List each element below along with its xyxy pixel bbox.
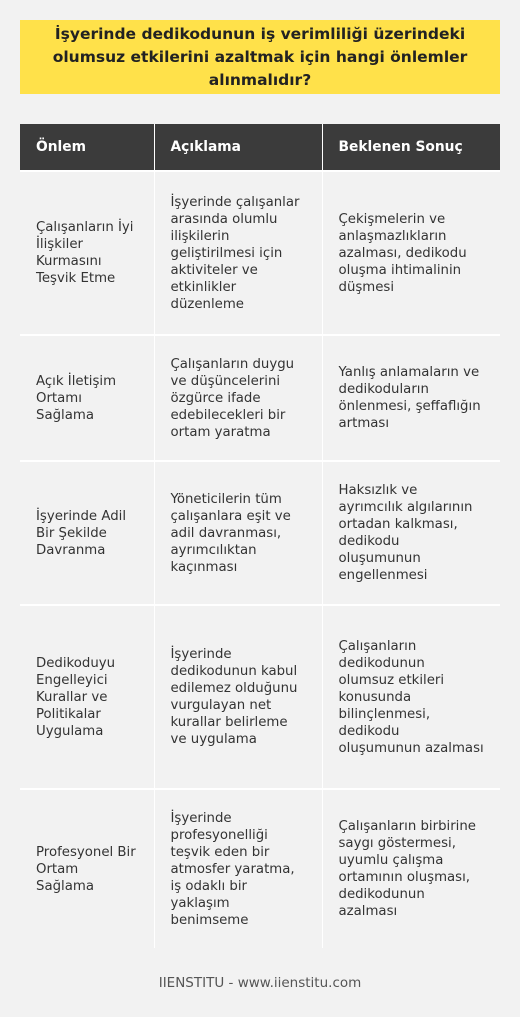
table-row: [20, 461, 500, 605]
page-title: İşyerinde dedikodunun iş verimliliği üzerindeki olumsuz etkilerini azaltmak için hangi önlemler alınmalıdır?: [52, 24, 468, 89]
cell-result: Çalışanların birbirine saygı göstermesi, uyumlu çalışma ortamının oluşması, dedikodunun azalması: [322, 789, 500, 948]
cell-result: Çalışanların dedikodunun olumsuz etkileri konusunda bilinçlenmesi, dedikodu oluşumunun azalması: [322, 605, 500, 789]
cell-description: İşyerinde dedikodunun kabul edilemez olduğunu vurgulayan net kurallar belirleme ve uygulama: [154, 605, 322, 789]
column-header-measure: Önlem: [20, 124, 154, 171]
cell-measure: Dedikoduyu Engelleyici Kurallar ve Politikalar Uygulama: [20, 605, 154, 789]
cell-description: Yöneticilerin tüm çalışanlara eşit ve adil davranması, ayrımcılıktan kaçınması: [154, 461, 322, 605]
cell-measure: Çalışanların İyi İlişkiler Kurmasını Teşvik Etme: [20, 171, 154, 335]
footer-credit: IIENSTITU - www.iienstitu.com: [158, 975, 362, 991]
cell-measure: Profesyonel Bir Ortam Sağlama: [20, 789, 154, 948]
cell-description: İşyerinde profesyonelliği teşvik eden bir atmosfer yaratma, iş odaklı bir yaklaşım benimseme: [154, 789, 322, 948]
cell-measure: Açık İletişim Ortamı Sağlama: [20, 335, 154, 461]
cell-result: Yanlış anlamaların ve dedikoduların önlenmesi, şeffaflığın artması: [322, 335, 500, 461]
cell-result: Çekişmelerin ve anlaşmazlıkların azalması, dedikodu oluşma ihtimalinin düşmesi: [322, 171, 500, 335]
cell-description: Çalışanların duygu ve düşüncelerini özgürce ifade edebilecekleri bir ortam yaratma: [154, 335, 322, 461]
measures-table: [20, 124, 500, 948]
column-header-description: Açıklama: [154, 124, 322, 171]
table-row: [20, 605, 500, 789]
cell-measure: İşyerinde Adil Bir Şekilde Davranma: [20, 461, 154, 605]
table-row: [20, 171, 500, 335]
cell-result: Haksızlık ve ayrımcılık algılarının ortadan kalkması, dedikodu oluşumunun engellenmesi: [322, 461, 500, 605]
table-row: [20, 789, 500, 948]
title-banner: [20, 20, 500, 94]
cell-description: İşyerinde çalışanlar arasında olumlu ilişkilerin geliştirilmesi için aktiviteler ve etkinlikler düzenleme: [154, 171, 322, 335]
table-row: [20, 335, 500, 461]
table-header-row: [20, 124, 500, 171]
column-header-result: Beklenen Sonuç: [322, 124, 500, 171]
